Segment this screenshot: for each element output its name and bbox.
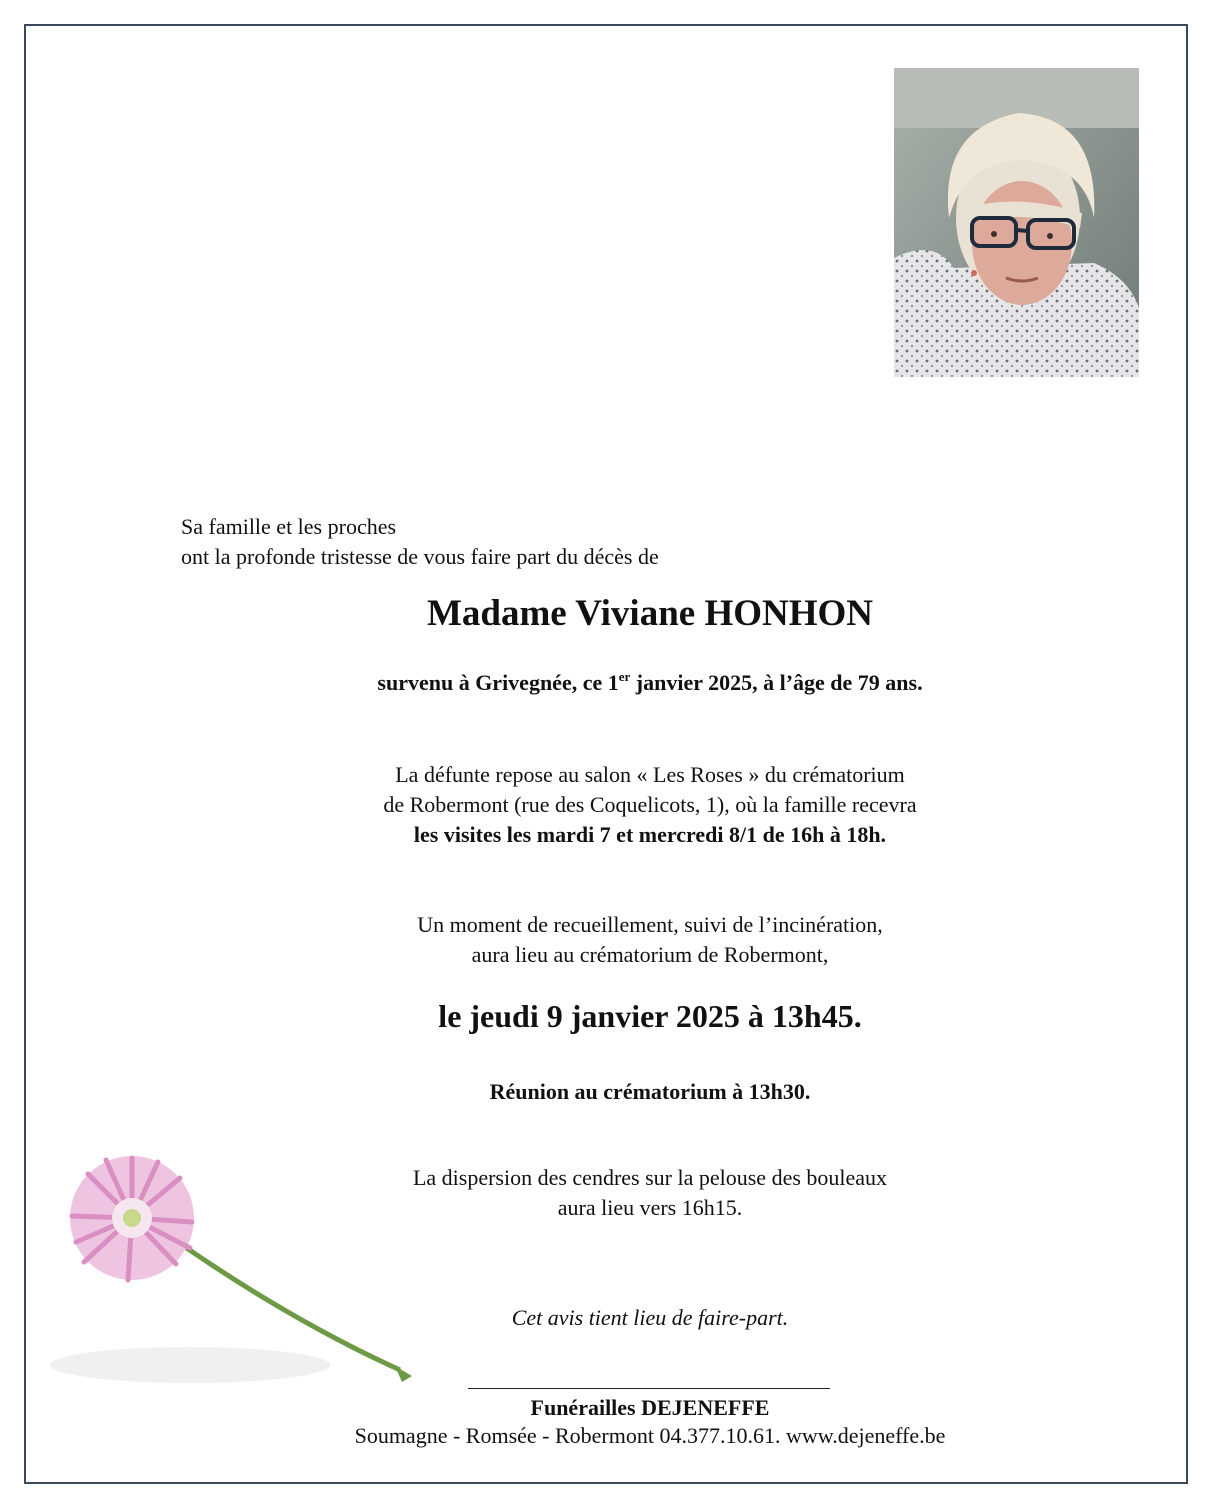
- notice-text: Cet avis tient lieu de faire-part.: [511, 1305, 789, 1330]
- intro-text: [181, 512, 659, 572]
- death-info-main: survenu à Grivegnée, ce 1: [377, 670, 619, 695]
- intro-line-2: ont la profonde tristesse de vous faire part du décès de: [181, 544, 659, 569]
- deceased-name: Madame Viviane HONHON: [426, 593, 874, 634]
- ceremony-line-2: aura lieu au crématorium de Robermont,: [471, 942, 829, 967]
- funeral-home-contact: Soumagne - Romsée - Robermont 04.377.10.61. www.dejeneffe.be: [354, 1423, 946, 1448]
- gathering-info: Réunion au crématorium à 13h30.: [489, 1079, 811, 1104]
- flower-shadow: [50, 1347, 330, 1383]
- death-info-rest: janvier 2025, à l’âge de 79 ans.: [630, 670, 923, 695]
- stem-end: [395, 1366, 412, 1382]
- flower-head: [70, 1156, 194, 1280]
- visitation-hours: les visites les mardi 7 et mercredi 8/1 de 16h à 18h.: [413, 822, 887, 847]
- visitation-line-2: de Robermont (rue des Coquelicots, 1), où la famille recevra: [383, 792, 917, 817]
- flower-illustration: [40, 1130, 430, 1400]
- ordinal-suffix: er: [618, 669, 631, 684]
- ceremony-date: le jeudi 9 janvier 2025 à 13h45.: [438, 998, 862, 1034]
- visitation-paragraph: [0, 760, 1214, 850]
- ceremony-paragraph: [0, 910, 1214, 970]
- intro-line-1: Sa famille et les proches: [181, 514, 397, 539]
- funeral-home-name: Funérailles DEJENEFFE: [530, 1395, 770, 1420]
- ashes-line-2: aura lieu vers 16h15.: [557, 1195, 743, 1220]
- portrait-photo: [894, 68, 1139, 377]
- death-info: [0, 668, 1214, 698]
- ceremony-line-1: Un moment de recueillement, suivi de l’incinération,: [417, 912, 883, 937]
- ashes-line-1: La dispersion des cendres sur la pelouse des bouleaux: [412, 1165, 888, 1190]
- visitation-line-1: La défunte repose au salon « Les Roses » du crématorium: [395, 762, 905, 787]
- signature-rule: [468, 1388, 830, 1389]
